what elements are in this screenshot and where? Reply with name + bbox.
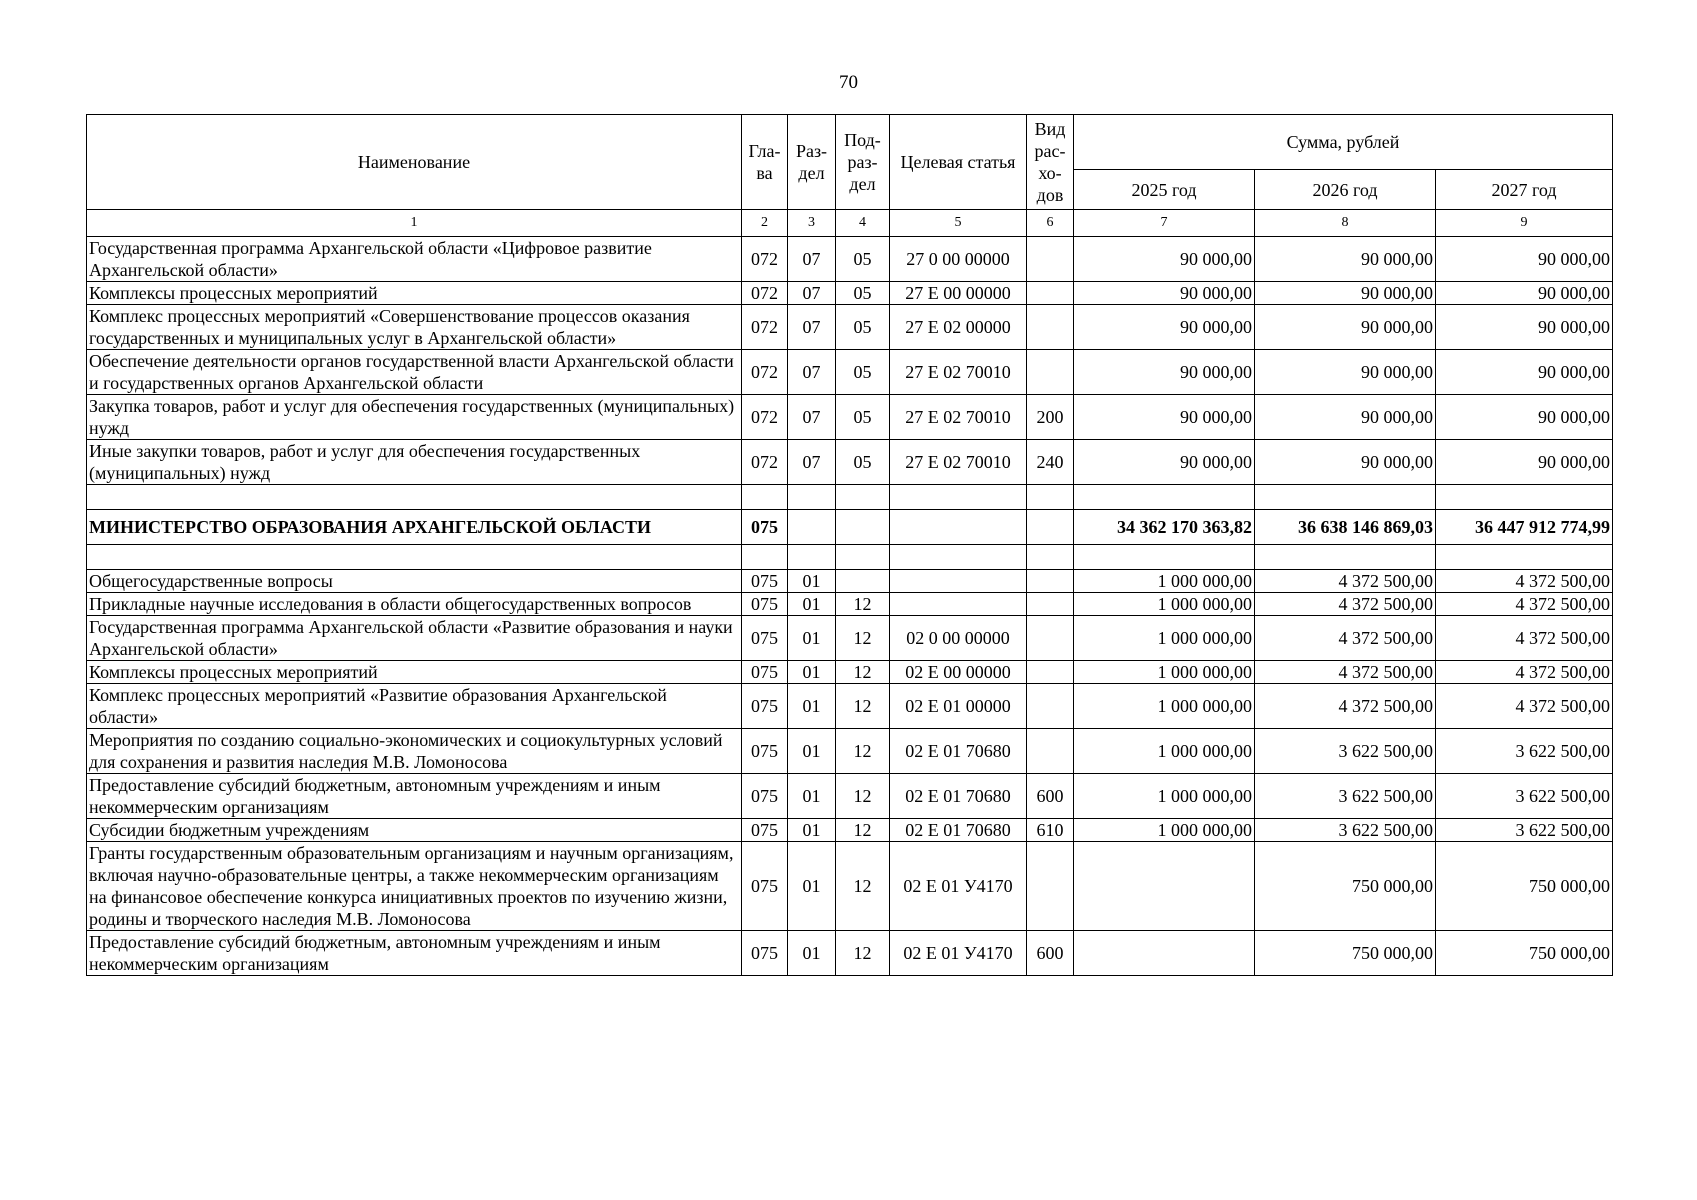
row-vid [1027,510,1074,545]
row-sum-2025: 90 000,00 [1074,395,1255,440]
row-razdel: 01 [788,661,836,684]
table-row [87,684,1613,729]
row-sum-2025: 1 000 000,00 [1074,684,1255,729]
page-number: 70 [839,72,858,93]
empty-cell [742,545,788,570]
row-sum-2026: 4 372 500,00 [1255,570,1436,593]
row-sum-2027: 4 372 500,00 [1436,570,1613,593]
row-sum-2025 [1074,931,1255,976]
empty-cell [836,545,890,570]
row-razdel: 07 [788,282,836,305]
row-razdel: 01 [788,570,836,593]
header-2026: 2026 год [1255,170,1436,210]
row-sum-2025: 90 000,00 [1074,237,1255,282]
empty-cell [1074,485,1255,510]
row-razdel: 07 [788,305,836,350]
header-sum: Сумма, рублей [1074,115,1613,170]
row-sum-2026: 90 000,00 [1255,282,1436,305]
table-row [87,395,1613,440]
row-glava: 075 [742,819,788,842]
row-target [890,593,1027,616]
row-glava: 072 [742,395,788,440]
row-glava: 072 [742,305,788,350]
row-podrazdel: 05 [836,350,890,395]
column-index: 4 [836,210,890,237]
row-razdel: 07 [788,350,836,395]
row-vid [1027,593,1074,616]
row-vid [1027,237,1074,282]
column-index: 3 [788,210,836,237]
row-podrazdel: 05 [836,282,890,305]
empty-cell [1436,545,1613,570]
row-sum-2027: 750 000,00 [1436,931,1613,976]
row-sum-2027: 90 000,00 [1436,350,1613,395]
row-target [890,510,1027,545]
table-row [87,237,1613,282]
table-row [87,350,1613,395]
row-name: Государственная программа Архангельской области «Цифровое развитие Архангельской области» [87,237,742,282]
row-name: Закупка товаров, работ и услуг для обеспечения государственных (муниципальных) нужд [87,395,742,440]
row-target: 27 Е 02 70010 [890,395,1027,440]
row-razdel: 01 [788,842,836,931]
row-sum-2025: 1 000 000,00 [1074,774,1255,819]
row-vid: 200 [1027,395,1074,440]
column-index: 5 [890,210,1027,237]
row-podrazdel: 12 [836,931,890,976]
row-glava: 072 [742,282,788,305]
row-sum-2025: 34 362 170 363,82 [1074,510,1255,545]
row-razdel: 01 [788,684,836,729]
row-glava: 072 [742,440,788,485]
empty-cell [1027,485,1074,510]
header-2027: 2027 год [1436,170,1613,210]
row-vid: 610 [1027,819,1074,842]
row-name: Комплекс процессных мероприятий «Развитие образования Архангельской области» [87,684,742,729]
row-sum-2026: 4 372 500,00 [1255,616,1436,661]
row-sum-2026: 90 000,00 [1255,395,1436,440]
table-row [87,616,1613,661]
row-razdel: 07 [788,237,836,282]
row-razdel: 07 [788,395,836,440]
row-name: Комплексы процессных мероприятий [87,661,742,684]
row-target: 02 Е 01 У4170 [890,931,1027,976]
row-target: 27 Е 02 00000 [890,305,1027,350]
row-name: Общегосударственные вопросы [87,570,742,593]
row-sum-2027: 90 000,00 [1436,305,1613,350]
row-sum-2027: 750 000,00 [1436,842,1613,931]
empty-cell [1255,545,1436,570]
table-row [87,842,1613,931]
empty-cell [87,545,742,570]
row-sum-2027: 90 000,00 [1436,440,1613,485]
table-row [87,282,1613,305]
row-vid [1027,350,1074,395]
empty-row [87,545,1613,570]
row-podrazdel: 12 [836,661,890,684]
row-vid [1027,305,1074,350]
row-podrazdel: 12 [836,729,890,774]
row-name: Обеспечение деятельности органов государственной власти Архангельской области и государственных органов Архангельской области [87,350,742,395]
row-vid [1027,570,1074,593]
row-sum-2025: 90 000,00 [1074,440,1255,485]
row-sum-2026: 90 000,00 [1255,440,1436,485]
row-sum-2025 [1074,842,1255,931]
table-row [87,570,1613,593]
empty-cell [890,485,1027,510]
row-sum-2027: 4 372 500,00 [1436,661,1613,684]
row-podrazdel: 12 [836,842,890,931]
empty-cell [836,485,890,510]
row-name: Субсидии бюджетным учреждениям [87,819,742,842]
row-sum-2025: 1 000 000,00 [1074,616,1255,661]
row-razdel [788,510,836,545]
row-podrazdel [836,510,890,545]
row-vid: 600 [1027,774,1074,819]
empty-row [87,485,1613,510]
row-sum-2027: 4 372 500,00 [1436,684,1613,729]
row-podrazdel: 12 [836,684,890,729]
row-sum-2026: 90 000,00 [1255,237,1436,282]
row-razdel: 01 [788,931,836,976]
empty-cell [890,545,1027,570]
row-podrazdel: 12 [836,616,890,661]
row-razdel: 01 [788,616,836,661]
row-glava: 075 [742,842,788,931]
row-podrazdel: 05 [836,305,890,350]
row-name: Комплексы процессных мероприятий [87,282,742,305]
row-name: Комплекс процессных мероприятий «Совершенствование процессов оказания государственных и муниципальных услуг в Архангельской области» [87,305,742,350]
row-sum-2027: 4 372 500,00 [1436,593,1613,616]
header-podrazdel: Под-раз-дел [836,115,890,210]
row-sum-2026: 4 372 500,00 [1255,593,1436,616]
row-sum-2025: 90 000,00 [1074,305,1255,350]
row-razdel: 01 [788,593,836,616]
row-name: Предоставление субсидий бюджетным, автономным учреждениям и иным некоммерческим организациям [87,931,742,976]
row-name: МИНИСТЕРСТВО ОБРАЗОВАНИЯ АРХАНГЕЛЬСКОЙ ОБЛАСТИ [87,510,742,545]
header-razdel: Раз-дел [788,115,836,210]
header-vid: Вид рас-хо-дов [1027,115,1074,210]
row-razdel: 01 [788,774,836,819]
row-vid: 600 [1027,931,1074,976]
row-sum-2027: 3 622 500,00 [1436,819,1613,842]
row-sum-2026: 4 372 500,00 [1255,684,1436,729]
row-target: 27 Е 00 00000 [890,282,1027,305]
row-razdel: 01 [788,819,836,842]
row-sum-2026: 3 622 500,00 [1255,819,1436,842]
column-index: 9 [1436,210,1613,237]
table-row [87,510,1613,545]
table-body [87,237,1613,976]
row-vid [1027,661,1074,684]
row-sum-2025: 1 000 000,00 [1074,661,1255,684]
row-name: Государственная программа Архангельской области «Развитие образования и науки Архангельской области» [87,616,742,661]
column-index-row [87,210,1613,237]
row-glava: 075 [742,684,788,729]
column-index: 2 [742,210,788,237]
table-row [87,729,1613,774]
empty-cell [742,485,788,510]
row-podrazdel: 12 [836,593,890,616]
row-sum-2027: 3 622 500,00 [1436,774,1613,819]
column-index: 6 [1027,210,1074,237]
row-podrazdel [836,570,890,593]
row-name: Предоставление субсидий бюджетным, автономным учреждениям и иным некоммерческим организациям [87,774,742,819]
row-sum-2026: 750 000,00 [1255,931,1436,976]
row-sum-2025: 90 000,00 [1074,282,1255,305]
table-row [87,661,1613,684]
row-vid [1027,616,1074,661]
row-glava: 075 [742,593,788,616]
row-target: 27 Е 02 70010 [890,350,1027,395]
row-target: 27 Е 02 70010 [890,440,1027,485]
table-row [87,774,1613,819]
row-sum-2027: 36 447 912 774,99 [1436,510,1613,545]
row-sum-2027: 4 372 500,00 [1436,616,1613,661]
column-index: 1 [87,210,742,237]
empty-cell [1027,545,1074,570]
empty-cell [788,545,836,570]
row-podrazdel: 12 [836,774,890,819]
table-row [87,305,1613,350]
row-target: 02 Е 01 70680 [890,819,1027,842]
row-name: Гранты государственным образовательным организациям и научным организациям, включая научно-образовательные центры, а также некоммерческим организациям на финансовое обеспечение конкурса инициативных проектов по изучению жизни, родины и творческого наследия М.В. Ломоносова [87,842,742,931]
row-sum-2025: 1 000 000,00 [1074,593,1255,616]
table-row [87,931,1613,976]
row-glava: 075 [742,570,788,593]
row-podrazdel: 05 [836,440,890,485]
empty-cell [1436,485,1613,510]
empty-cell [1074,545,1255,570]
row-vid [1027,842,1074,931]
header-glava: Гла-ва [742,115,788,210]
table-row [87,593,1613,616]
header-2025: 2025 год [1074,170,1255,210]
budget-table [86,114,1613,976]
row-glava: 072 [742,350,788,395]
row-name: Прикладные научные исследования в области общегосударственных вопросов [87,593,742,616]
row-target: 27 0 00 00000 [890,237,1027,282]
row-target: 02 Е 01 У4170 [890,842,1027,931]
table-row [87,819,1613,842]
table-row [87,440,1613,485]
row-name: Иные закупки товаров, работ и услуг для обеспечения государственных (муниципальных) нужд [87,440,742,485]
row-sum-2026: 90 000,00 [1255,305,1436,350]
row-target: 02 Е 00 00000 [890,661,1027,684]
row-glava: 075 [742,729,788,774]
row-sum-2027: 90 000,00 [1436,395,1613,440]
column-index: 7 [1074,210,1255,237]
empty-cell [788,485,836,510]
row-target: 02 Е 01 70680 [890,774,1027,819]
row-sum-2025: 90 000,00 [1074,350,1255,395]
row-sum-2025: 1 000 000,00 [1074,570,1255,593]
row-name: Мероприятия по созданию социально-экономических и социокультурных условий для сохранения и развития наследия М.В. Ломоносова [87,729,742,774]
empty-cell [87,485,742,510]
row-razdel: 01 [788,729,836,774]
empty-cell [1255,485,1436,510]
row-sum-2026: 3 622 500,00 [1255,729,1436,774]
header-name: Наименование [87,115,742,210]
row-podrazdel: 05 [836,395,890,440]
row-sum-2025: 1 000 000,00 [1074,729,1255,774]
row-vid: 240 [1027,440,1074,485]
row-target: 02 Е 01 70680 [890,729,1027,774]
row-glava: 075 [742,661,788,684]
row-target: 02 0 00 00000 [890,616,1027,661]
row-sum-2026: 3 622 500,00 [1255,774,1436,819]
row-sum-2027: 3 622 500,00 [1436,729,1613,774]
row-glava: 075 [742,510,788,545]
row-sum-2025: 1 000 000,00 [1074,819,1255,842]
row-sum-2026: 750 000,00 [1255,842,1436,931]
row-razdel: 07 [788,440,836,485]
header-target: Целевая статья [890,115,1027,210]
row-glava: 075 [742,774,788,819]
row-vid [1027,282,1074,305]
row-glava: 072 [742,237,788,282]
row-sum-2026: 4 372 500,00 [1255,661,1436,684]
row-podrazdel: 05 [836,237,890,282]
row-vid [1027,729,1074,774]
row-sum-2026: 90 000,00 [1255,350,1436,395]
row-podrazdel: 12 [836,819,890,842]
column-index: 8 [1255,210,1436,237]
row-sum-2026: 36 638 146 869,03 [1255,510,1436,545]
row-sum-2027: 90 000,00 [1436,237,1613,282]
row-target [890,570,1027,593]
row-glava: 075 [742,616,788,661]
row-target: 02 Е 01 00000 [890,684,1027,729]
row-vid [1027,684,1074,729]
row-sum-2027: 90 000,00 [1436,282,1613,305]
row-glava: 075 [742,931,788,976]
